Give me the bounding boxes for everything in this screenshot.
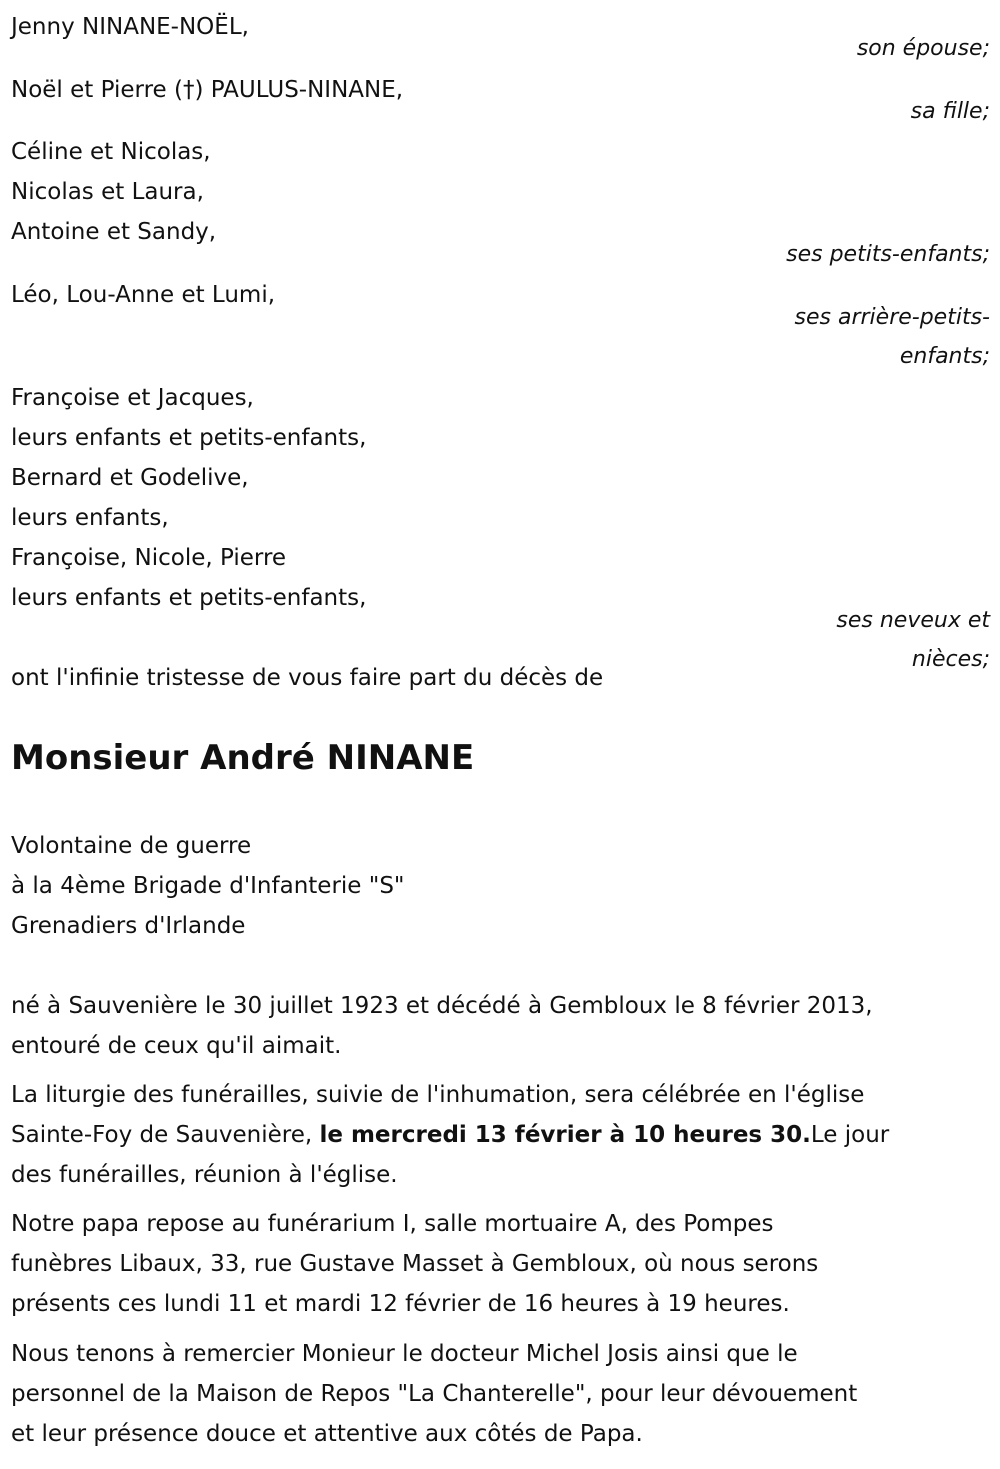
visitation-line: Notre papa repose au funérarium I, salle mortuaire A, des Pompes xyxy=(11,1211,774,1237)
service-line: à la 4ème Brigade d'Infanterie "S" xyxy=(11,873,405,899)
birth-death-line: entouré de ceux qu'il aimait. xyxy=(11,1033,342,1059)
liturgy-place: Sainte-Foy de Sauvenière, xyxy=(11,1122,320,1148)
grandchildren-role: ses petits-enfants; xyxy=(786,242,990,267)
announcement: ont l'infinie tristesse de vous faire part du décès de xyxy=(11,665,604,691)
thanks-line: personnel de la Maison de Repos "La Chanterelle", pour leur dévouement xyxy=(11,1381,858,1407)
nephew-line: leurs enfants, xyxy=(11,505,169,531)
great-grandchildren-role: enfants; xyxy=(899,344,990,369)
nephew-line: Bernard et Godelive, xyxy=(11,465,249,491)
liturgy-line: La liturgie des funérailles, suivie de l'inhumation, sera célébrée en l'église xyxy=(11,1082,865,1108)
nephew-line: Françoise et Jacques, xyxy=(11,385,254,411)
liturgy-line: des funérailles, réunion à l'église. xyxy=(11,1162,398,1188)
nephew-line: leurs enfants et petits-enfants, xyxy=(11,585,367,611)
nephews-role: nièces; xyxy=(911,647,990,672)
liturgy-date: le mercredi 13 février à 10 heures 30. xyxy=(319,1122,811,1148)
spouse-role: son épouse; xyxy=(856,36,990,61)
thanks-line: Nous tenons à remercier Monieur le docteur Michel Josis ainsi que le xyxy=(11,1341,798,1367)
service-line: Grenadiers d'Irlande xyxy=(11,913,246,939)
spouse-name: Jenny NINANE-NOËL, xyxy=(11,14,249,40)
grandchild-line: Céline et Nicolas, xyxy=(11,139,211,165)
great-grandchildren: Léo, Lou-Anne et Lumi, xyxy=(11,282,276,308)
visitation-line: présents ces lundi 11 et mardi 12 février de 16 heures à 19 heures. xyxy=(11,1291,790,1317)
thanks-line: et leur présence douce et attentive aux côtés de Papa. xyxy=(11,1421,643,1447)
daughter-name: Noël et Pierre (†) PAULUS-NINANE, xyxy=(11,77,404,103)
deceased-name: Monsieur André NINANE xyxy=(11,738,475,778)
visitation-line: funèbres Libaux, 33, rue Gustave Masset à Gembloux, où nous serons xyxy=(11,1251,819,1277)
grandchild-line: Antoine et Sandy, xyxy=(11,219,217,245)
service-line: Volontaine de guerre xyxy=(11,833,252,859)
daughter-role: sa fille; xyxy=(910,99,990,124)
great-grandchildren-role: ses arrière-petits- xyxy=(794,305,990,330)
liturgy-line xyxy=(11,1121,889,1149)
nephew-line: leurs enfants et petits-enfants, xyxy=(11,425,367,451)
nephew-line: Françoise, Nicole, Pierre xyxy=(11,545,287,571)
birth-death-line: né à Sauvenière le 30 juillet 1923 et décédé à Gembloux le 8 février 2013, xyxy=(11,993,873,1019)
liturgy-post: Le jour xyxy=(810,1122,890,1148)
grandchild-line: Nicolas et Laura, xyxy=(11,179,204,205)
nephews-role: ses neveux et xyxy=(836,608,990,633)
